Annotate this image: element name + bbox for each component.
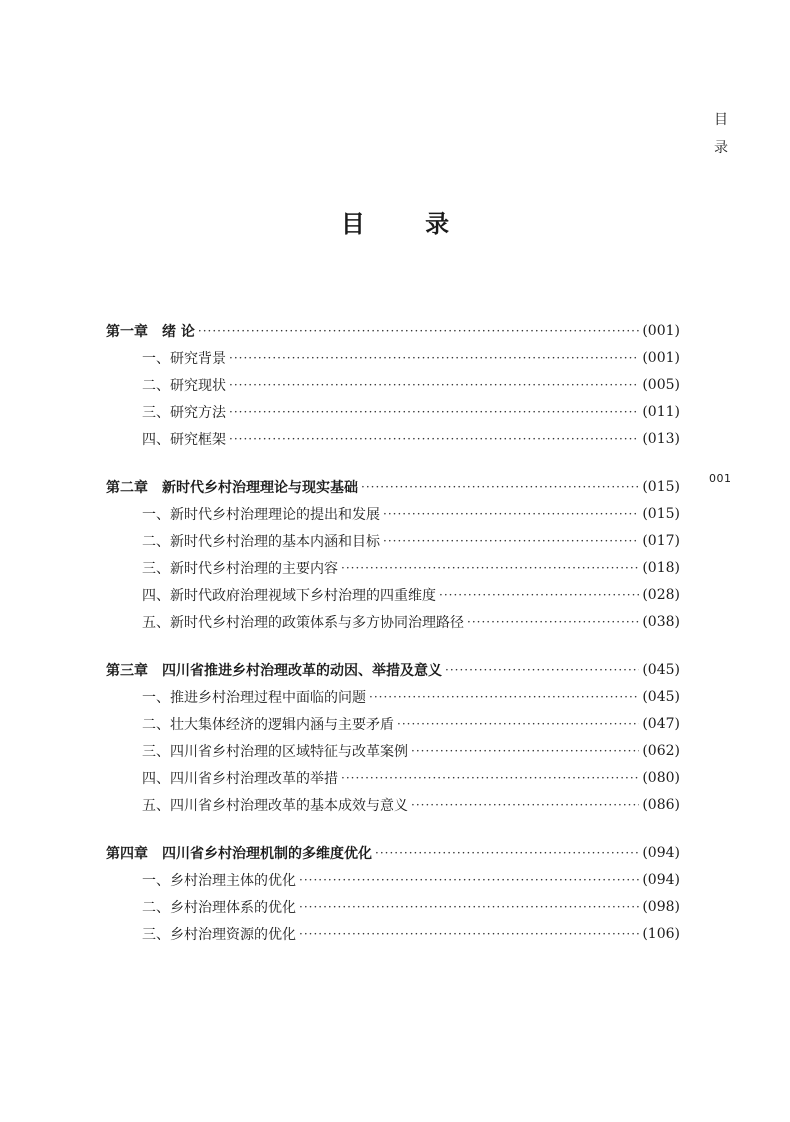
toc-section-row[interactable] [106, 710, 680, 737]
toc-section-row[interactable] [106, 425, 680, 452]
page-number: 001 [709, 472, 732, 485]
dot-leader [445, 663, 639, 677]
section-title: 四、研究框架 [142, 431, 226, 448]
running-head: 目录 [714, 112, 728, 156]
toc-section-row[interactable] [106, 791, 680, 818]
table-of-contents [106, 317, 680, 968]
toc-chapter-2 [106, 473, 680, 635]
section-title: 三、新时代乡村治理的主要内容 [142, 560, 338, 577]
toc-section-row[interactable] [106, 398, 680, 425]
section-title: 四、四川省乡村治理改革的举措 [142, 770, 338, 787]
page-ref: (045) [642, 688, 680, 705]
toc-section-row[interactable] [106, 371, 680, 398]
toc-section-row[interactable] [106, 608, 680, 635]
page-ref: (045) [642, 661, 680, 678]
toc-chapter-3 [106, 656, 680, 818]
section-title: 一、研究背景 [142, 350, 226, 367]
toc-chapter-4 [106, 839, 680, 947]
page-ref: (013) [642, 430, 680, 447]
page-ref: (015) [642, 505, 680, 522]
chapter-title: 绪 论 [162, 323, 195, 340]
toc-chapter-row[interactable] [106, 317, 680, 344]
page-ref: (086) [642, 796, 680, 813]
section-title: 一、推进乡村治理过程中面临的问题 [142, 689, 366, 706]
dot-leader [299, 900, 639, 914]
section-title: 五、四川省乡村治理改革的基本成效与意义 [142, 797, 408, 814]
page-ref: (011) [642, 403, 680, 420]
section-title: 一、乡村治理主体的优化 [142, 872, 296, 889]
page-ref: (098) [642, 898, 680, 915]
page-ref: (018) [642, 559, 680, 576]
page-ref: (017) [642, 532, 680, 549]
toc-section-row[interactable] [106, 920, 680, 947]
dot-leader [369, 690, 639, 704]
toc-section-row[interactable] [106, 893, 680, 920]
section-title: 三、四川省乡村治理的区域特征与改革案例 [142, 743, 408, 760]
toc-section-row[interactable] [106, 344, 680, 371]
chapter-title: 四川省乡村治理机制的多维度优化 [162, 845, 372, 862]
chapter-title: 新时代乡村治理理论与现实基础 [162, 479, 358, 496]
dot-leader [383, 534, 639, 548]
section-title: 二、新时代乡村治理的基本内涵和目标 [142, 533, 380, 550]
dot-leader [397, 717, 639, 731]
dot-leader [341, 561, 639, 575]
dot-leader [375, 846, 639, 860]
section-title: 二、乡村治理体系的优化 [142, 899, 296, 916]
page-ref: (094) [642, 844, 680, 861]
page-ref: (047) [642, 715, 680, 732]
page-ref: (015) [642, 478, 680, 495]
section-title: 四、新时代政府治理视域下乡村治理的四重维度 [142, 587, 436, 604]
page-ref: (001) [642, 322, 680, 339]
page-ref: (005) [642, 376, 680, 393]
toc-section-row[interactable] [106, 554, 680, 581]
dot-leader [229, 432, 639, 446]
toc-chapter-row[interactable] [106, 839, 680, 866]
page-ref: (106) [642, 925, 680, 942]
chapter-number: 第一章 [106, 323, 148, 340]
chapter-title: 四川省推进乡村治理改革的动因、举措及意义 [162, 662, 442, 679]
dot-leader [229, 351, 639, 365]
dot-leader [299, 927, 639, 941]
page-ref: (080) [642, 769, 680, 786]
toc-section-row[interactable] [106, 581, 680, 608]
toc-section-row[interactable] [106, 527, 680, 554]
section-title: 三、研究方法 [142, 404, 226, 421]
toc-chapter-row[interactable] [106, 473, 680, 500]
chapter-number: 第二章 [106, 479, 148, 496]
page-title: 目 录 [340, 210, 476, 238]
toc-section-row[interactable] [106, 764, 680, 791]
page-ref: (062) [642, 742, 680, 759]
dot-leader [229, 405, 639, 419]
dot-leader [411, 798, 639, 812]
dot-leader [411, 744, 639, 758]
section-title: 二、壮大集体经济的逻辑内涵与主要矛盾 [142, 716, 394, 733]
toc-section-row[interactable] [106, 737, 680, 764]
dot-leader [383, 507, 639, 521]
toc-section-row[interactable] [106, 866, 680, 893]
dot-leader [229, 378, 639, 392]
dot-leader [439, 588, 639, 602]
chapter-number: 第三章 [106, 662, 148, 679]
page-ref: (001) [642, 349, 680, 366]
section-title: 一、新时代乡村治理理论的提出和发展 [142, 506, 380, 523]
page-ref: (038) [642, 613, 680, 630]
toc-section-row[interactable] [106, 683, 680, 710]
chapter-number: 第四章 [106, 845, 148, 862]
toc-chapter-1 [106, 317, 680, 452]
section-title: 三、乡村治理资源的优化 [142, 926, 296, 943]
section-title: 五、新时代乡村治理的政策体系与多方协同治理路径 [142, 614, 464, 631]
dot-leader [467, 615, 639, 629]
dot-leader [198, 324, 639, 338]
page-ref: (094) [642, 871, 680, 888]
dot-leader [341, 771, 639, 785]
page-ref: (028) [642, 586, 680, 603]
toc-chapter-row[interactable] [106, 656, 680, 683]
dot-leader [361, 480, 639, 494]
dot-leader [299, 873, 639, 887]
section-title: 二、研究现状 [142, 377, 226, 394]
toc-section-row[interactable] [106, 500, 680, 527]
